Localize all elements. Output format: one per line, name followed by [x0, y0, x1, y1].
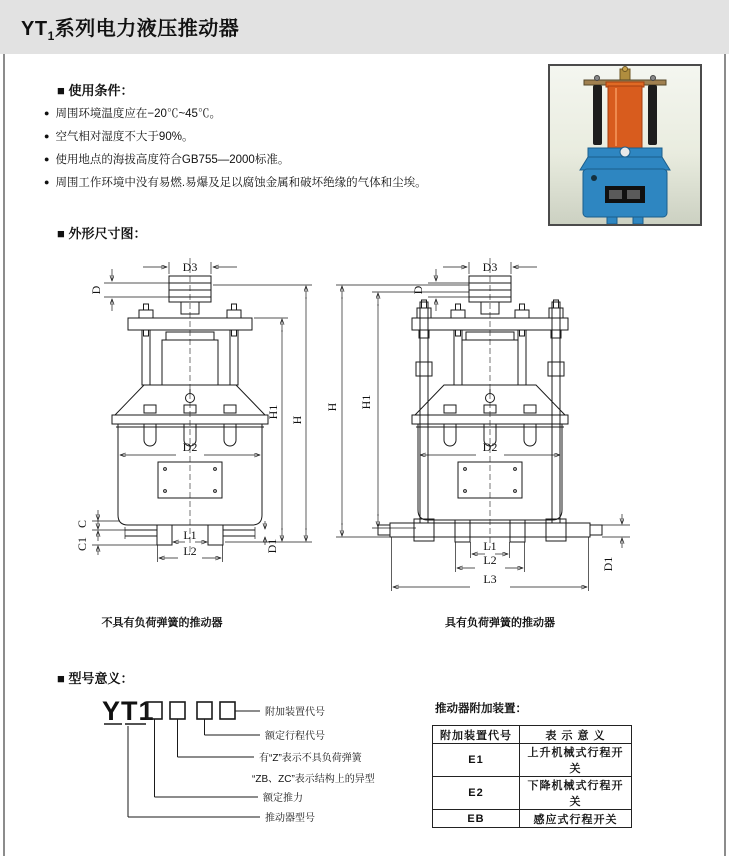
outline-heading: ■ 外形尺寸图：	[57, 226, 147, 241]
frame-right-border	[724, 54, 726, 856]
page-title-prefix: YT	[21, 17, 48, 40]
dim-h: H	[290, 415, 304, 425]
caption-with-spring: 具有负荷弹簧的推动器	[445, 617, 555, 629]
dim-d3: D3	[182, 260, 198, 274]
cell-code: EB	[433, 810, 520, 828]
dim-l2: L2	[183, 544, 197, 558]
table-row	[433, 777, 632, 810]
dim-d2: D2	[482, 440, 498, 454]
dim-d: D	[411, 285, 425, 295]
dim-h1: H1	[359, 394, 373, 410]
usage-item-text: 使用地点的海拔高度符合GB755—2000标准。	[55, 154, 290, 166]
usage-item	[44, 125, 544, 148]
page-title	[0, 12, 239, 43]
cell-meaning: 下降机械式行程开关	[519, 777, 631, 810]
drawing-without-load-spring	[30, 252, 340, 564]
usage-item-text: 周围工作环境中没有易燃.易爆及足以腐蚀金属和破坏绝缘的气体和尘埃。	[55, 177, 427, 189]
model-label: 额定行程代号	[265, 731, 325, 742]
model-label: 有“Z”表示不具负荷弹簧	[259, 753, 362, 764]
usage-item-text: 周围环境温度应在−20℃~45℃。	[55, 108, 221, 120]
attachment-section	[432, 700, 632, 828]
dim-d1: D1	[601, 556, 615, 572]
dim-c1: C1	[75, 536, 89, 552]
bullet-icon: ●	[44, 108, 50, 118]
dim-l3: L3	[483, 572, 497, 586]
model-code: YT1	[102, 696, 155, 726]
model-code-diagram	[90, 690, 435, 835]
dim-h1: H1	[266, 404, 280, 420]
cell-meaning: 上升机械式行程开关	[519, 744, 631, 777]
dim-d: D	[89, 285, 103, 295]
dim-l1: L1	[483, 539, 497, 553]
col-header-code: 附加装置代号	[433, 726, 520, 744]
page-title-subscript: 1	[47, 28, 55, 43]
bullet-icon: ●	[44, 177, 50, 187]
cell-code: E1	[433, 744, 520, 777]
model-heading: ■ 型号意义：	[57, 671, 134, 686]
dim-d3: D3	[482, 260, 498, 274]
cell-meaning: 感应式行程开关	[519, 810, 631, 828]
thruster-photo-art	[550, 66, 700, 224]
page-header	[0, 0, 729, 54]
attachment-title: 推动器附加装置：	[435, 703, 527, 715]
dim-l1: L1	[183, 528, 197, 542]
model-label: 附加装置代号	[265, 707, 325, 718]
bullet-icon: ●	[44, 154, 50, 164]
table-row	[433, 744, 632, 777]
dim-d2: D2	[182, 440, 198, 454]
usage-list	[44, 102, 544, 194]
dim-c: C	[75, 519, 89, 529]
product-photo	[548, 64, 702, 226]
dim-h: H	[325, 402, 339, 412]
table-row	[433, 810, 632, 828]
frame-left-border	[3, 54, 5, 856]
model-label: 额定推力	[263, 793, 303, 804]
table-header-row	[433, 726, 632, 744]
page-title-suffix: 系列电力液压推动器	[54, 17, 240, 40]
dim-l2: L2	[483, 553, 497, 567]
bullet-icon: ●	[44, 131, 50, 141]
usage-item	[44, 148, 544, 171]
caption-without-spring: 不具有负荷弹簧的推动器	[101, 617, 223, 629]
cell-code: E2	[433, 777, 520, 810]
model-label: 推动器型号	[265, 813, 315, 824]
attachment-table	[432, 725, 632, 828]
drawing-with-load-spring	[320, 252, 695, 597]
usage-item-text: 空气相对湿度不大于90%。	[55, 131, 194, 143]
dim-d1: D1	[265, 538, 279, 554]
col-header-meaning: 表 示 意 义	[519, 726, 631, 744]
usage-item	[44, 102, 544, 125]
usage-heading: ■ 使用条件：	[57, 83, 134, 98]
model-label: “ZB、ZC”表示结构上的异型	[252, 774, 375, 785]
usage-item	[44, 171, 544, 194]
